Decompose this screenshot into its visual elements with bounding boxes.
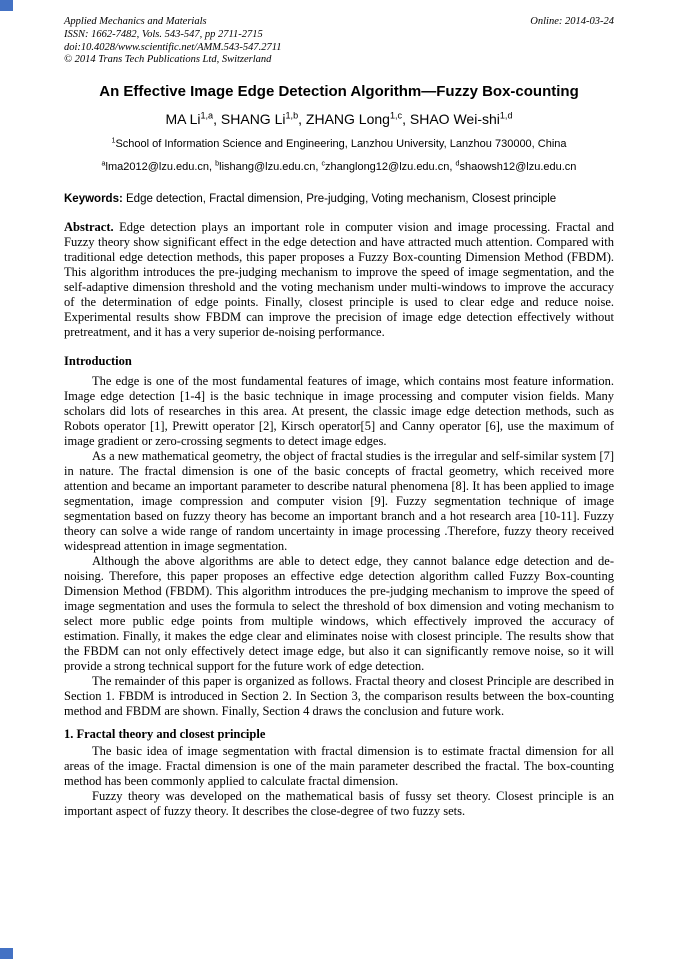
author-superscript: 1,d [499,110,513,121]
keywords-text: Edge detection, Fractal dimension, Pre-judging, Voting mechanism, Closest principle [126,193,557,206]
author-name-text: MA Li [165,110,201,127]
copyright-line: © 2014 Trans Tech Publications Ltd, Switzerland [64,54,272,66]
abstract-label: Abstract. [64,220,114,235]
email-address: zhanglong12@lzu.edu.cn [325,161,450,174]
section-heading-1: 1. Fractal theory and closest principle [64,727,266,742]
paragraph: The edge is one of the most fundamental features of image, which contains most feature information. Image edge detection [1-4] is the basic technique in image processing and computer vision fields. Many scholars did lots of researches in this area. At present, the classic image edge detection methods, such as Robots operator [1], Prewitt operator [2], Kirsch operator[5] and Canny operator [6], use the maximum of image gradient or zero-crossing segments to detect image edges. [64,374,614,449]
author-separator: , [298,110,306,127]
section-heading-introduction: Introduction [64,354,132,369]
abstract-block [64,220,614,340]
paragraph: The basic idea of image segmentation with fractal dimension is to estimate fractal dimension for all areas of the image. Fractal dimension is one of the main parameter described the fractal. The box-counting method has been commonly applied to calculate fractal dimension. [64,744,614,789]
journal-name: Applied Mechanics and Materials [64,16,207,27]
author-superscript: 1,b [285,110,299,121]
author-separator: , [213,110,221,127]
author-superscript: 1,a [200,110,214,121]
author-superscript: 1,c [389,110,403,121]
author-name-text: SHAO Wei-shi [409,110,500,127]
author-name [221,111,298,127]
issn-line: ISSN: 1662-7482, Vols. 543-547, pp 2711-2715 [64,28,263,40]
author-name [306,111,402,127]
paper-header [64,16,614,67]
corner-mark-bottom-left [0,948,13,959]
author-name-text: SHANG Li [220,110,286,127]
email-superscript: b [215,159,220,168]
paragraph: As a new mathematical geometry, the object of fractal studies is the irregular and self-similar system [7] in nature. The fractal dimension is one of the basic concepts of fractal geometry, which received more attention and became an important parameter to describe natural phenomena [8]. It has been applied to image segmentation, image compression and computer vision [9]. Fuzzy segmentation technique of image segmentation based on fuzzy theory has become an important branch and a hot research area [10-11]. Fuzzy theory can solve a wide range of random uncertainty in image processing .Therefore, fuzzy theory received widespread attention in image segmentation. [64,449,614,554]
emails-line [64,160,614,174]
email-address: shaowsh12@lzu.edu.cn [459,161,577,174]
abstract-text: Edge detection plays an important role in computer vision and image processing. Fractal and Fuzzy theory show significant effect in the edge detection and have attracted much attention. Compared with traditional edge detection methods, this paper proposes a Fuzzy Box-counting Dimension Method (FBDM). This algorithm introduces the pre-judging mechanism to improve the speed of image segmentation, and the self-adaptive dimension threshold and the voting mechanism under multi-windows to improve the accuracy of the determination of edge points. Finally, closest principle is used to clear edge and reduce noise. Experimental results show FBDM can improve the precision of image edge detection effectively without pretreatment, and it has a very superior de-noising performance. [64,220,614,340]
header-journal-block [64,16,281,67]
paragraph: Although the above algorithms are able to detect edge, they cannot balance edge detection and de-noising. Therefore, this paper proposes an effective edge detection algorithm called Fuzzy Box-counting Dimension Method (FBDM). This algorithm introduces the pre-judging mechanism to improve the speed of image segmentation and uses the formula to select the threshold of box dimension and voting mechanism to select more public edge points from multiple windows, which effectively improved the accuracy of estimation. Finally, it makes the edge clear and eliminates noise with closest principle. The results show that the FBDM can not only effectively detect image edge, but also it can significantly remove noise, so it will provide a strong technical support for the future work of edge detection. [64,554,614,674]
paper-title: An Effective Image Edge Detection Algorithm—Fuzzy Box-counting [99,83,579,101]
email-superscript: a [101,159,106,168]
email-item [215,161,315,173]
affiliation-superscript: 1 [111,136,116,145]
corner-mark-top-left [0,0,13,11]
paragraph: Fuzzy theory was developed on the mathematical basis of fussy set theory. Closest principle is an important aspect of fuzzy theory. It describes the close-degree of two fuzzy sets. [64,789,614,819]
email-address: lishang@lzu.edu.cn [219,161,316,174]
email-item [455,161,576,173]
doi-line: doi:10.4028/www.scientific.net/AMM.543-547.2711 [64,41,282,53]
keywords-line [64,192,614,207]
authors-line [64,110,614,128]
author-name [165,111,213,127]
email-item [102,161,210,173]
author-name [410,111,513,127]
keywords-label: Keywords: [64,193,123,206]
email-superscript: c [321,159,326,168]
affiliation-line [64,137,614,151]
author-name-text: ZHANG Long [305,110,390,127]
email-item [321,161,449,173]
email-separator: , [209,161,216,174]
paragraph: The remainder of this paper is organized as follows. Fractal theory and closest Principle are described in Section 1. FBDM is introduced in Section 2. In Section 3, the comparison results between the box-counting method and FBDM are shown. Finally, Section 4 draws the conclusion and future work. [64,674,614,719]
author-separator: , [402,110,410,127]
online-date: Online: 2014-03-24 [530,16,614,27]
email-address: lma2012@lzu.edu.cn [105,161,210,174]
email-separator: , [315,161,322,174]
email-superscript: d [455,159,460,168]
email-separator: , [449,161,456,174]
affiliation-text: School of Information Science and Engineering, Lanzhou University, Lanzhou 730000, China [115,137,567,150]
